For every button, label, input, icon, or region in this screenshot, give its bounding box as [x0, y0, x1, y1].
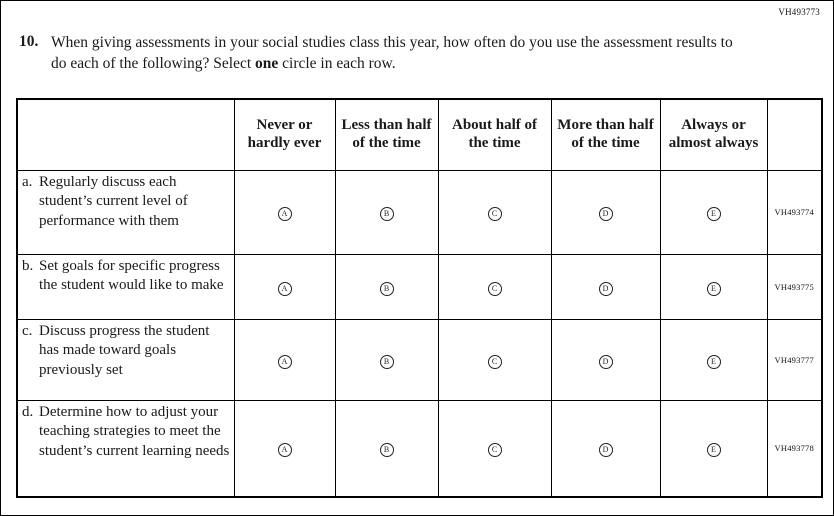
option-circle-b[interactable]: B [380, 355, 394, 369]
question-text [51, 33, 751, 75]
question-text-after: circle in each row. [278, 54, 396, 72]
col-header-about-half: About half of the time [438, 99, 551, 170]
option-circle-e[interactable]: E [707, 355, 721, 369]
header-stub [17, 99, 234, 170]
table-row-c [17, 319, 822, 400]
option-circle-a[interactable]: A [278, 282, 292, 296]
col-header-less-than-half: Less than half of the time [335, 99, 438, 170]
col-header-more-than-half: More than half of the time [551, 99, 660, 170]
col-header-always: Always or almost always [660, 99, 767, 170]
cell-a-always [660, 170, 767, 254]
row-label-a [17, 170, 234, 254]
table-row-d [17, 400, 822, 497]
option-circle-c[interactable]: C [488, 282, 502, 296]
cell-d-never [234, 400, 335, 497]
question-text-bold: one [255, 54, 279, 72]
row-label-text: Discuss progress the student has made toward goals previously set [39, 322, 210, 378]
option-circle-d[interactable]: D [599, 207, 613, 221]
cell-c-always [660, 319, 767, 400]
option-circle-a[interactable]: A [278, 355, 292, 369]
cell-b-about [438, 254, 551, 319]
table-row-b [17, 254, 822, 319]
row-code: VH493774 [767, 170, 822, 254]
header-row [17, 99, 822, 170]
col-header-never: Never or hardly ever [234, 99, 335, 170]
row-code: VH493778 [767, 400, 822, 497]
row-label-b [17, 254, 234, 319]
cell-c-less [335, 319, 438, 400]
row-label-text: Set goals for specific progress the student would like to make [39, 257, 224, 293]
col-header-code [767, 99, 822, 170]
row-label-c [17, 319, 234, 400]
option-circle-d[interactable]: D [599, 355, 613, 369]
form-code-top: VH493773 [778, 7, 820, 17]
option-circle-b[interactable]: B [380, 282, 394, 296]
question-number: 10. [19, 33, 39, 50]
question-text-before: When giving assessments in your social studies class this year, how often do you use the assessment results to do each of the following? Select [51, 34, 733, 72]
cell-c-never [234, 319, 335, 400]
option-circle-b[interactable]: B [380, 443, 394, 457]
cell-b-never [234, 254, 335, 319]
cell-a-never [234, 170, 335, 254]
option-circle-c[interactable]: C [488, 207, 502, 221]
option-circle-e[interactable]: E [707, 443, 721, 457]
row-code: VH493777 [767, 319, 822, 400]
option-circle-e[interactable]: E [707, 282, 721, 296]
cell-c-more [551, 319, 660, 400]
option-circle-c[interactable]: C [488, 355, 502, 369]
cell-d-less [335, 400, 438, 497]
option-circle-e[interactable]: E [707, 207, 721, 221]
option-circle-d[interactable]: D [599, 443, 613, 457]
question-block [19, 33, 759, 75]
row-letter: a. [22, 173, 33, 190]
option-circle-d[interactable]: D [599, 282, 613, 296]
row-code: VH493775 [767, 254, 822, 319]
cell-d-more [551, 400, 660, 497]
row-label-text: Determine how to adjust your teaching strategies to meet the student’s current learning needs [39, 403, 230, 459]
row-label-d [17, 400, 234, 497]
cell-b-more [551, 254, 660, 319]
option-circle-a[interactable]: A [278, 207, 292, 221]
row-letter: d. [22, 403, 34, 420]
table-row-a [17, 170, 822, 254]
cell-a-less [335, 170, 438, 254]
cell-b-less [335, 254, 438, 319]
cell-a-more [551, 170, 660, 254]
response-matrix-table [16, 98, 823, 498]
cell-b-always [660, 254, 767, 319]
option-circle-b[interactable]: B [380, 207, 394, 221]
option-circle-a[interactable]: A [278, 443, 292, 457]
row-label-text: Regularly discuss each student’s current level of performance with them [39, 173, 188, 229]
cell-c-about [438, 319, 551, 400]
cell-d-about [438, 400, 551, 497]
cell-a-about [438, 170, 551, 254]
option-circle-c[interactable]: C [488, 443, 502, 457]
row-letter: b. [22, 257, 34, 274]
cell-d-always [660, 400, 767, 497]
row-letter: c. [22, 322, 33, 339]
